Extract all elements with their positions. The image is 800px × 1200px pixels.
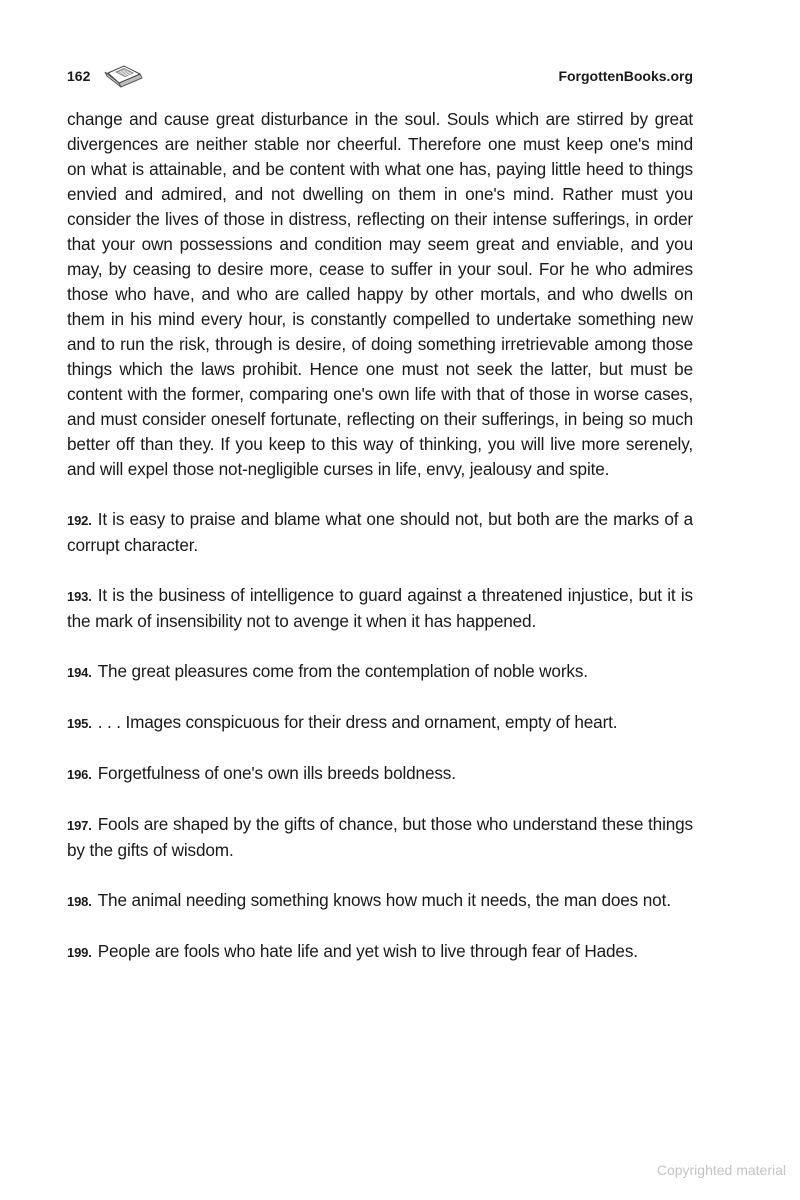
fragment-193 [67, 583, 693, 634]
fragment-194 [67, 659, 693, 685]
page-body [67, 107, 693, 965]
fragment-text: The great pleasures come from the contemplation of noble works. [97, 661, 588, 681]
fragment-199 [67, 939, 693, 965]
fragment-number: 198. [67, 894, 92, 909]
fragment-text: . . . Images conspicuous for their dress and ornament, empty of heart. [97, 712, 618, 732]
fragment-text: It is the business of intelligence to guard against a threatened injustice, but it is the mark of insensibility not to avenge it when it has happened. [67, 585, 693, 631]
site-name: ForgottenBooks.org [558, 68, 693, 84]
fragment-number: 195. [67, 716, 92, 731]
fragment-text: Fools are shaped by the gifts of chance, but those who understand these things by the gifts of wisdom. [67, 814, 693, 860]
fragment-195 [67, 710, 693, 736]
fragment-198 [67, 888, 693, 914]
page-header [67, 66, 693, 88]
fragment-text: The animal needing something knows how much it needs, the man does not. [97, 890, 671, 910]
fragment-number: 199. [67, 945, 92, 960]
fragment-192 [67, 507, 693, 558]
page-number: 162 [67, 68, 91, 84]
fragment-text: People are fools who hate life and yet wish to live through fear of Hades. [97, 941, 638, 961]
copyright-watermark: Copyrighted material [656, 1162, 786, 1178]
fragment-number: 196. [67, 767, 92, 782]
fragment-197 [67, 812, 693, 863]
open-book-icon [102, 64, 146, 90]
fragment-text: Forgetfulness of one's own ills breeds boldness. [97, 763, 456, 783]
fragment-text: It is easy to praise and blame what one should not, but both are the marks of a corrupt character. [67, 509, 693, 555]
fragment-196 [67, 761, 693, 787]
fragment-number: 192. [67, 513, 92, 528]
continuation-paragraph: change and cause great disturbance in the soul. Souls which are stirred by great divergences are neither stable nor cheerful. Therefore one must keep one's mind on what is attainable, and be content with what one has, paying little heed to things envied and admired, and not dwelling on them in one's mind. Rather must you consider the lives of those in distress, reflecting on their intense sufferings, in order that your own possessions and condition may seem great and enviable, and you may, by ceasing to desire more, cease to suffer in your soul. For he who admires those who have, and who are called happy by other mortals, and who dwells on them in his mind every hour, is constantly compelled to undertake something new and to run the risk, through is desire, of doing something irretrievable among those things which the laws prohibit. Hence one must not seek the latter, but must be content with the former, comparing one's own life with that of those in worse cases, and must consider oneself fortunate, reflecting on their sufferings, in being so much better off than they. If you keep to this way of thinking, you will live more serenely, and will expel those not-negligible curses in life, envy, jealousy and spite. [67, 109, 693, 479]
fragment-number: 193. [67, 589, 92, 604]
fragment-number: 197. [67, 818, 92, 833]
fragment-number: 194. [67, 665, 92, 680]
